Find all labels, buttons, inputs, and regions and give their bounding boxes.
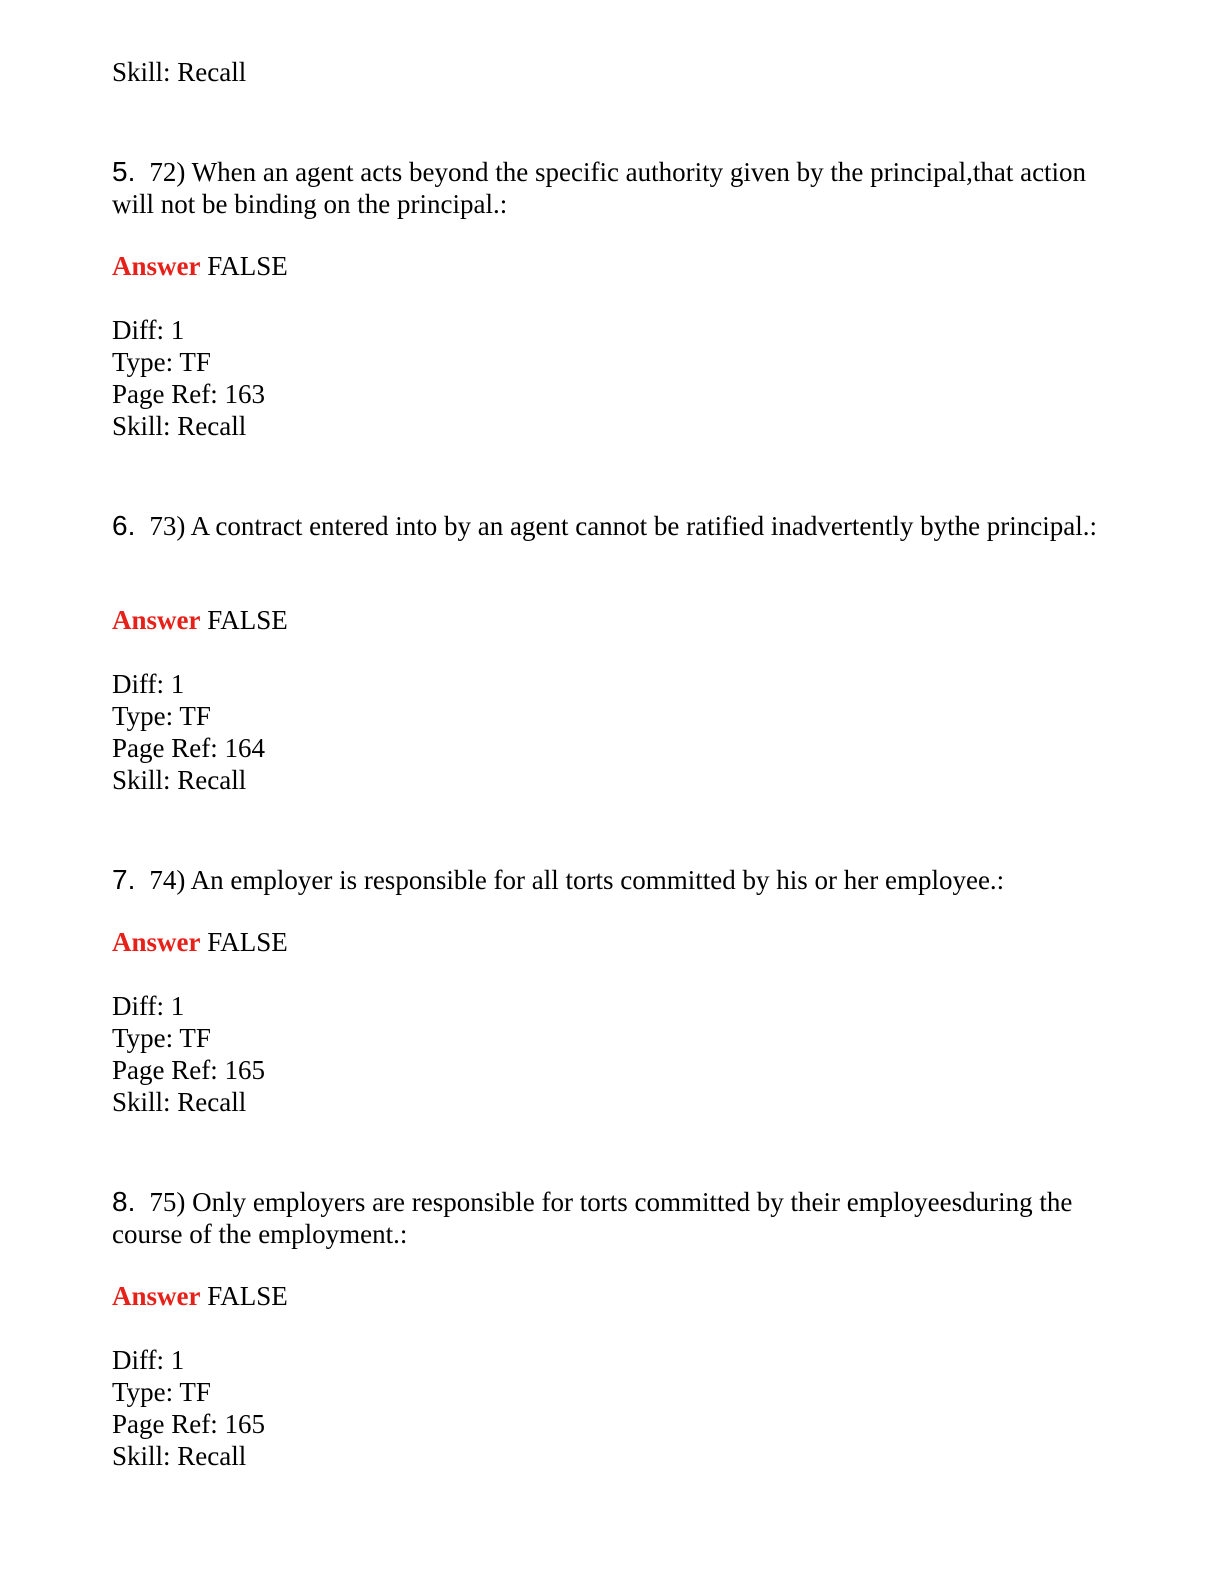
question-body: 74) An employer is responsible for all torts committed by his or her employee.: <box>149 865 1005 895</box>
page-ref-line: Page Ref: 164 <box>112 733 265 763</box>
answer-label: Answer <box>112 605 201 635</box>
answer-line <box>112 250 288 282</box>
question-body: 75) Only employers are responsible for torts committed by their employeesduring the course of the employment.: <box>112 1187 1073 1249</box>
skill-line: Skill: Recall <box>112 765 247 795</box>
diff-line: Diff: 1 <box>112 991 185 1021</box>
question-text <box>112 864 1112 896</box>
question-body: 72) When an agent acts beyond the specific authority given by the principal,that action will not be binding on the principal.: <box>112 157 1087 219</box>
answer-label: Answer <box>112 1281 201 1311</box>
question-body: 73) A contract entered into by an agent cannot be ratified inadvertently bythe principal.: <box>149 511 1098 541</box>
page-ref-line: Page Ref: 163 <box>112 379 265 409</box>
answer-label: Answer <box>112 927 201 957</box>
question-text <box>112 1186 1112 1250</box>
answer-label: Answer <box>112 251 201 281</box>
answer-value: FALSE <box>207 251 288 281</box>
type-line: Type: TF <box>112 1377 211 1407</box>
question-number: 5. <box>112 156 136 187</box>
skill-line: Skill: Recall <box>112 1441 247 1471</box>
answer-line <box>112 1280 288 1312</box>
question-number: 8. <box>112 1186 136 1217</box>
question-text <box>112 510 1112 542</box>
diff-line: Diff: 1 <box>112 1345 185 1375</box>
skill-line: Skill: Recall <box>112 57 247 87</box>
answer-line <box>112 604 288 636</box>
diff-line: Diff: 1 <box>112 315 185 345</box>
answer-value: FALSE <box>207 927 288 957</box>
page-ref-line: Page Ref: 165 <box>112 1055 265 1085</box>
skill-line: Skill: Recall <box>112 411 247 441</box>
type-line: Type: TF <box>112 701 211 731</box>
type-line: Type: TF <box>112 347 211 377</box>
type-line: Type: TF <box>112 1023 211 1053</box>
skill-line: Skill: Recall <box>112 1087 247 1117</box>
answer-value: FALSE <box>207 1281 288 1311</box>
page-ref-line: Page Ref: 165 <box>112 1409 265 1439</box>
question-number: 6. <box>112 510 136 541</box>
question-text <box>112 156 1112 220</box>
answer-value: FALSE <box>207 605 288 635</box>
answer-line <box>112 926 288 958</box>
diff-line: Diff: 1 <box>112 669 185 699</box>
question-number: 7. <box>112 864 136 895</box>
